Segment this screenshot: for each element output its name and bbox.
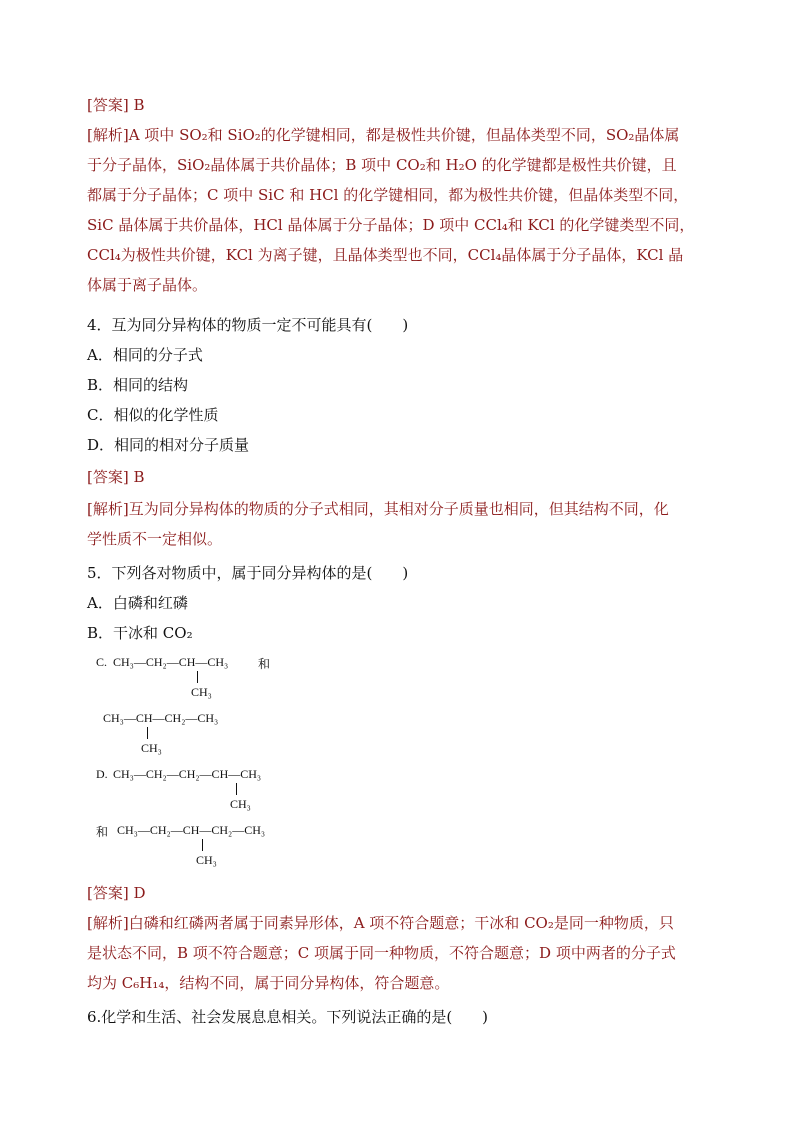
q4-option-a: A．相同的分子式 <box>87 346 203 364</box>
q3-analysis-line-3: 都属于分子晶体；C 项中 SiC 和 HCl 的化学键相同，都为极性共价键，但晶体类型不同， <box>87 186 689 204</box>
q5-d-branch-1: CH₃ <box>230 797 251 811</box>
q3-analysis-line-4: SiC 晶体属于共价晶体，HCl 晶体属于分子晶体；D 项中 CCl₄和 KCl 的化学键类型不同， <box>87 216 695 234</box>
q4-option-c: C．相似的化学性质 <box>87 406 219 424</box>
q4-stem: 4．互为同分异构体的物质一定不可能具有( ) <box>87 316 409 334</box>
q5-d-main-1: CH₃—CH₂—CH₂—CH—CH₃ <box>113 767 262 781</box>
q5-d-bond-2 <box>202 839 203 851</box>
q4-option-d: D．相同的相对分子质量 <box>87 436 250 454</box>
q5-analysis-line-1: [解析]白磷和红磷两者属于同素异形体，A 项不符合题意；干冰和 CO₂是同一种物质，只 <box>87 914 674 932</box>
q5-d-label: D. <box>96 767 108 781</box>
q5-answer: [答案] D <box>87 884 146 902</box>
q4-option-b: B．相同的结构 <box>87 376 189 394</box>
q5-d-branch-2: CH₃ <box>196 853 217 867</box>
q3-analysis-line-1: [解析]A 项中 SO₂和 SiO₂的化学键相同，都是极性共价键，但晶体类型不同，SO₂晶体属 <box>87 126 680 144</box>
q5-c-bond-2 <box>147 727 148 739</box>
q5-stem: 5．下列各对物质中，属于同分异构体的是( ) <box>87 564 409 582</box>
q5-d-and: 和 <box>96 825 109 839</box>
q4-analysis-line-2: 学性质不一定相似。 <box>87 530 223 548</box>
q6-stem: 6.化学和生活、社会发展息息相关。下列说法正确的是( ) <box>87 1008 489 1026</box>
q5-d-main-2: CH₃—CH₂—CH—CH₂—CH₃ <box>117 823 266 837</box>
q4-answer: [答案] B <box>87 468 145 486</box>
q5-c-branch-2: CH₃ <box>141 741 162 755</box>
q5-option-a: A．白磷和红磷 <box>87 594 188 612</box>
q5-d-bond-1 <box>236 783 237 795</box>
q5-analysis-line-2: 是状态不同，B 项不符合题意；C 项属于同一种物质，不符合题意；D 项中两者的分子式 <box>87 944 676 962</box>
q3-analysis-line-2: 于分子晶体，SiO₂晶体属于共价晶体；B 项中 CO₂和 H₂O 的化学键都是极性共价键，且 <box>87 156 677 174</box>
q3-analysis-line-6: 体属于离子晶体。 <box>87 276 208 294</box>
q3-analysis-line-5: CCl₄为极性共价键，KCl 为离子键，且晶体类型也不同，CCl₄晶体属于分子晶体，KCl 晶 <box>87 246 684 264</box>
q5-c-and: 和 <box>258 657 271 671</box>
q5-c-branch-1: CH₃ <box>191 685 212 699</box>
q5-analysis-line-3: 均为 C₆H₁₄，结构不同，属于同分异构体，符合题意。 <box>87 974 450 992</box>
q5-c-label: C. <box>96 655 108 669</box>
q5-c-main-1: CH₃—CH₂—CH—CH₃ <box>113 655 229 669</box>
q3-answer: [答案] B <box>87 96 145 114</box>
q5-option-b: B．干冰和 CO₂ <box>87 624 193 642</box>
q5-c-main-2: CH₃—CH—CH₂—CH₃ <box>103 711 219 725</box>
q4-analysis-line-1: [解析]互为同分异构体的物质的分子式相同，其相对分子质量也相同，但其结构不同，化 <box>87 500 669 518</box>
q5-c-bond-1 <box>197 671 198 683</box>
